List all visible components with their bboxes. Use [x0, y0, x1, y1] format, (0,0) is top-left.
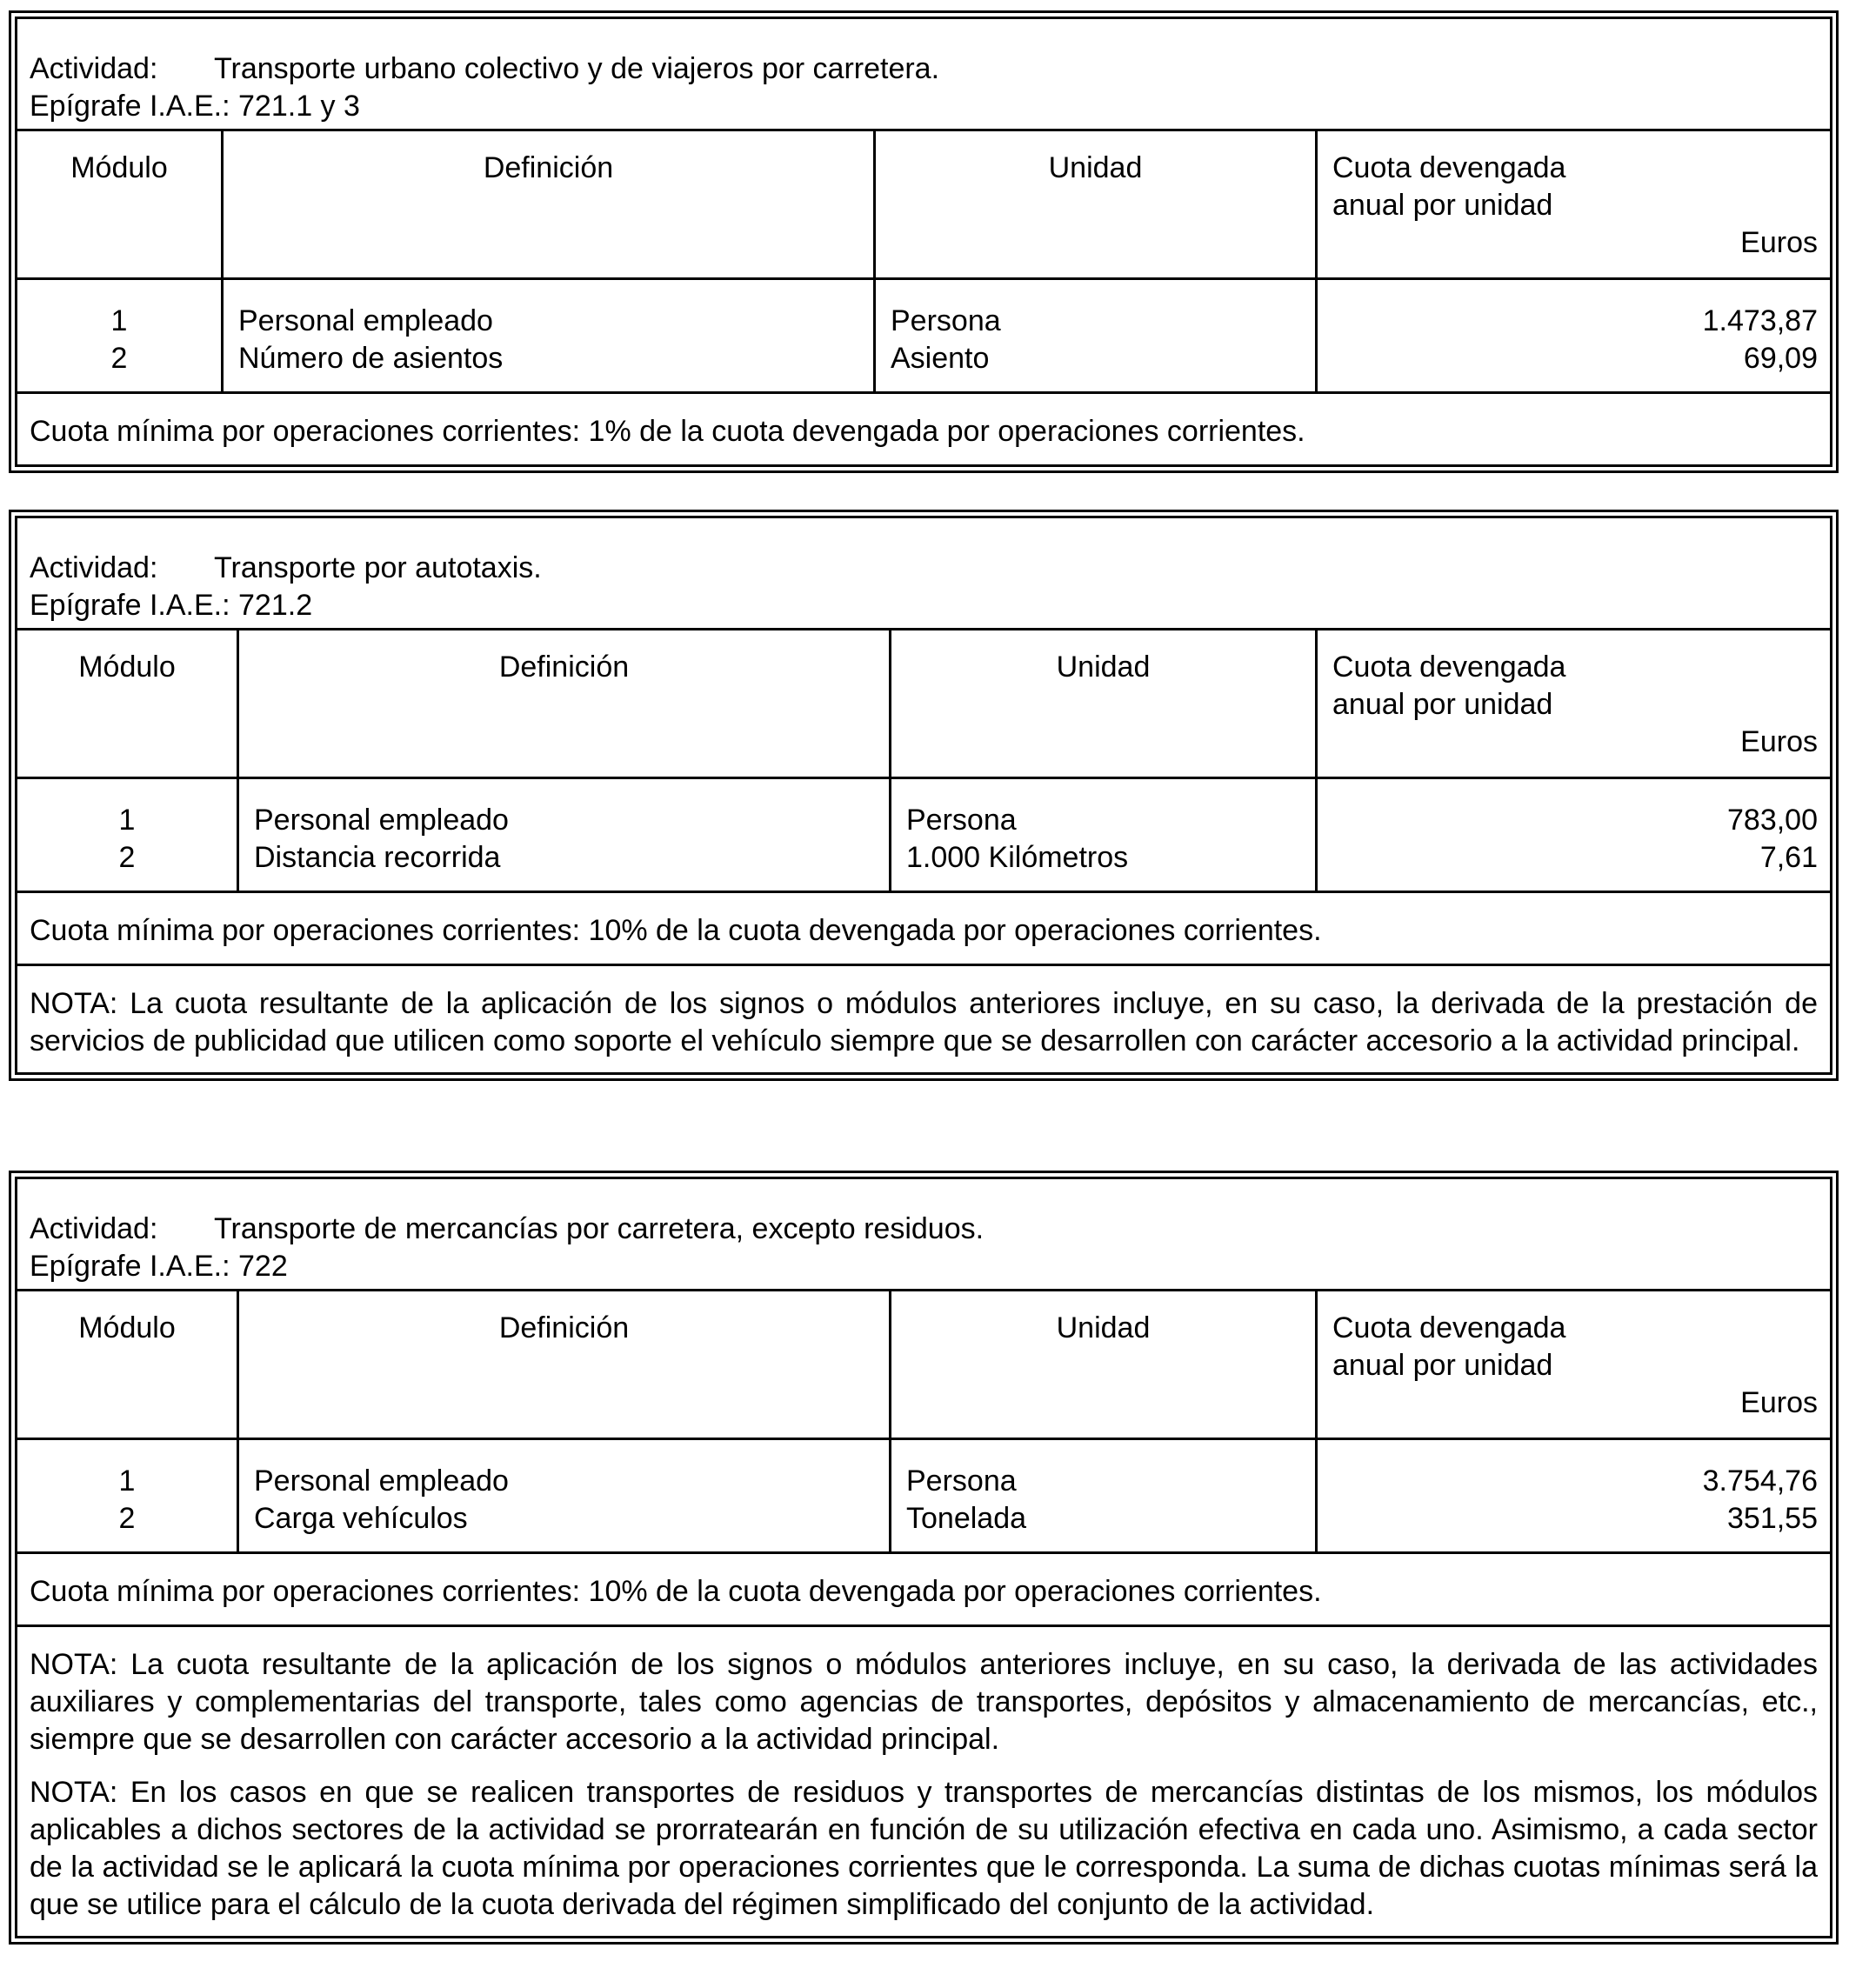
col-header-definicion: Definición	[239, 630, 891, 777]
activity-block-3	[9, 1171, 1839, 1945]
activity-header	[17, 19, 1830, 131]
table-cell: Persona	[906, 804, 1017, 837]
actividad-label: Actividad:	[30, 1212, 158, 1245]
table-cell: Tonelada	[906, 1502, 1027, 1535]
actividad-value: Transporte de mercancías por carretera, excepto residuos.	[214, 1212, 985, 1245]
actividad-value: Transporte por autotaxis.	[214, 551, 542, 584]
table-cell: 69,09	[1743, 342, 1818, 375]
table-cell: 7,61	[1759, 841, 1818, 874]
table-cell: 351,55	[1727, 1502, 1818, 1535]
cuota-header-line1: Cuota devengada	[1332, 151, 1566, 184]
table-body	[17, 280, 1830, 394]
col-header-modulo: Módulo	[17, 630, 239, 777]
col-header-unidad: Unidad	[891, 630, 1318, 777]
table-cell: Personal empleado	[238, 304, 493, 337]
cuota-header-line1: Cuota devengada	[1332, 650, 1566, 684]
col-header-definicion: Definición	[239, 1291, 891, 1438]
table-cell: 2	[118, 841, 136, 874]
epigrafe-value: 721.2	[238, 589, 313, 622]
table-cell: 1	[118, 804, 136, 837]
actividad-label: Actividad:	[30, 551, 158, 584]
col-header-unidad: Unidad	[876, 131, 1318, 277]
table-cell: Persona	[906, 1464, 1017, 1498]
table-cell: 1.473,87	[1702, 304, 1818, 337]
table-cell: 3.754,76	[1702, 1464, 1818, 1498]
epigrafe-label: Epígrafe I.A.E.:	[30, 589, 230, 622]
cuota-header-line1: Cuota devengada	[1332, 1311, 1566, 1344]
cuota-header-line2: anual por unidad	[1332, 1349, 1553, 1382]
col-cuota	[1318, 1440, 1830, 1551]
table-cell: 2	[110, 342, 128, 375]
epigrafe-label: Epígrafe I.A.E.:	[30, 1250, 230, 1283]
actividad-value: Transporte urbano colectivo y de viajeros por carretera.	[214, 52, 940, 85]
table-header	[17, 131, 1830, 280]
table-cell: Asiento	[891, 342, 990, 375]
epigrafe-value: 722	[238, 1250, 288, 1283]
cuota-header-line2: anual por unidad	[1332, 688, 1553, 721]
col-definicion	[239, 1440, 891, 1551]
table-cell: Distancia recorrida	[254, 841, 501, 874]
cuota-header-euros: Euros	[1740, 1386, 1818, 1419]
col-modulo	[17, 280, 224, 391]
table-body	[17, 1440, 1830, 1554]
col-header-definicion: Definición	[224, 131, 876, 277]
table-cell: Persona	[891, 304, 1001, 337]
table-cell: Número de asientos	[238, 342, 504, 375]
col-header-cuota	[1318, 630, 1830, 777]
cuota-minima: Cuota mínima por operaciones corrientes: 10% de la cuota devengada por operaciones corrientes.	[30, 1575, 1322, 1608]
cuota-minima: Cuota mínima por operaciones corrientes: 1% de la cuota devengada por operaciones corrientes.	[30, 415, 1305, 448]
table-body	[17, 779, 1830, 893]
nota: NOTA: En los casos en que se realicen transportes de residuos y transportes de mercancías distintas de los mismos, los módulos aplicables a dichos sectores de la actividad se prorratearán en función de su utilización efectiva en cada uno. Asimismo, a cada sector de la actividad se le aplicará la cuota mínima por operaciones corrientes que le corresponda. La suma de dichas cuotas mínimas será la que se utilice para el cálculo de la cuota derivada del régimen simplificado del conjunto de la actividad.	[30, 1776, 1818, 1921]
table-cell: Personal empleado	[254, 804, 509, 837]
activity-block-1	[9, 10, 1839, 473]
table-cell: Carga vehículos	[254, 1502, 468, 1535]
activity-header	[17, 518, 1830, 630]
nota: NOTA: La cuota resultante de la aplicación de los signos o módulos anteriores incluye, en su caso, la derivada de la prestación de servicios de publicidad que utilicen como soporte el vehículo siempre que se desarrollen con carácter accesorio a la actividad principal.	[17, 964, 1830, 1072]
col-header-cuota	[1318, 131, 1830, 277]
table-cell: 2	[118, 1502, 136, 1535]
activity-block-2	[9, 510, 1839, 1081]
cuota-header-euros: Euros	[1740, 226, 1818, 259]
activity-header	[17, 1179, 1830, 1291]
col-unidad	[891, 779, 1318, 891]
col-header-modulo: Módulo	[17, 131, 224, 277]
col-cuota	[1318, 779, 1830, 891]
epigrafe-label: Epígrafe I.A.E.:	[30, 90, 230, 123]
col-modulo	[17, 1440, 239, 1551]
table-header	[17, 630, 1830, 779]
table-cell: Personal empleado	[254, 1464, 509, 1498]
nota: NOTA: La cuota resultante de la aplicación de los signos o módulos anteriores incluye, en su caso, la derivada de las actividades auxiliares y complementarias del transporte, tales como agencias de transportes, depósitos y almacenamiento de mercancías, etc., siempre que se desarrollen con carácter accesorio a la actividad principal.	[17, 1624, 1830, 1771]
cuota-header-line2: anual por unidad	[1332, 189, 1553, 222]
table-header	[17, 1291, 1830, 1440]
col-modulo	[17, 779, 239, 891]
table-cell: 1.000 Kilómetros	[906, 841, 1129, 874]
col-unidad	[876, 280, 1318, 391]
col-header-modulo: Módulo	[17, 1291, 239, 1438]
col-cuota	[1318, 280, 1830, 391]
table-cell: 1	[110, 304, 128, 337]
col-definicion	[224, 280, 876, 391]
table-cell: 1	[118, 1464, 136, 1498]
actividad-label: Actividad:	[30, 52, 158, 85]
cuota-header-euros: Euros	[1740, 725, 1818, 758]
col-unidad	[891, 1440, 1318, 1551]
cuota-minima: Cuota mínima por operaciones corrientes: 10% de la cuota devengada por operaciones corrientes.	[30, 914, 1322, 947]
epigrafe-value: 721.1 y 3	[238, 90, 360, 123]
col-header-unidad: Unidad	[891, 1291, 1318, 1438]
col-definicion	[239, 779, 891, 891]
table-cell: 783,00	[1727, 804, 1818, 837]
col-header-cuota	[1318, 1291, 1830, 1438]
